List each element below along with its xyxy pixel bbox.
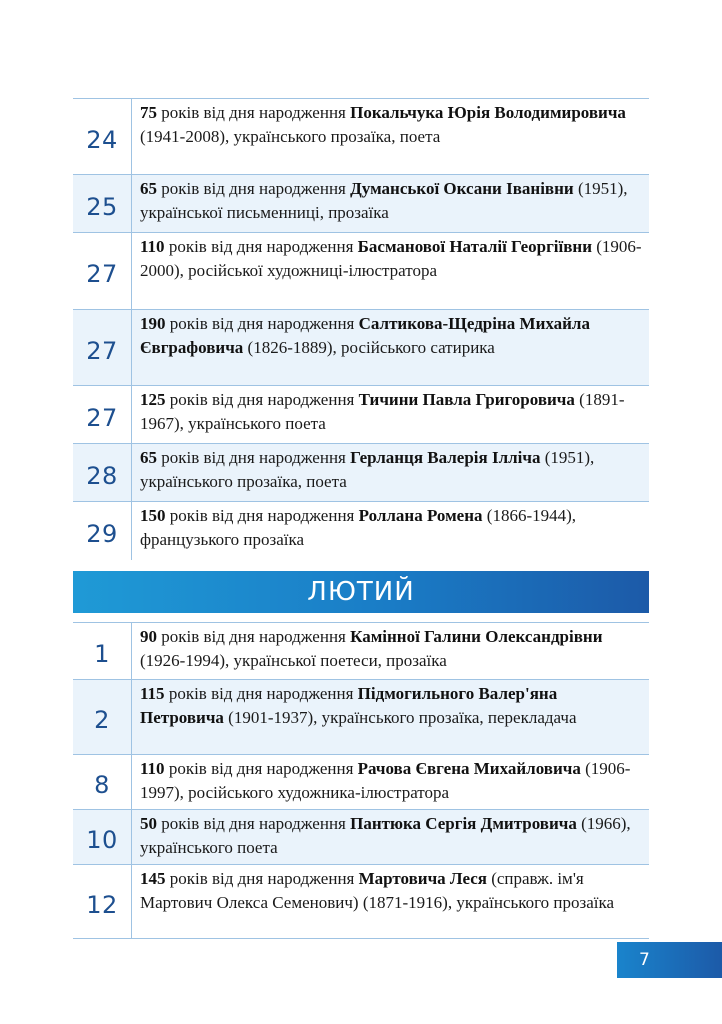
years-count: 50 [140,814,157,833]
event-details: (1906-2000), російської художниці-ілюстратора [140,237,642,280]
table-row [73,865,649,939]
table-row [73,502,649,560]
event-text [140,867,645,915]
month-banner [73,571,649,613]
day-number: 27 [86,260,118,288]
day-number: 27 [86,336,118,365]
event-text [140,812,645,860]
table-row [73,444,649,502]
event-details: (1906-1997), російського художника-ілюстратора [140,759,631,802]
person-name: Роллана Ромена [358,506,483,525]
event-text [140,177,645,225]
column-divider [131,865,132,938]
person-name: Тичини Павла Григоровича [358,390,575,409]
event-text [140,235,645,283]
event-phrase: років від дня народження [157,627,351,646]
day-number: 28 [86,461,118,490]
years-count: 115 [140,684,165,703]
page-number: 7 [639,950,650,970]
column-divider [131,810,132,864]
table-row [73,310,649,386]
day-number: 24 [86,125,118,154]
day-number: 12 [86,890,118,919]
event-text [140,504,645,552]
event-phrase: років від дня народження [157,814,351,833]
table-row [73,233,649,310]
person-name: Підмогильного Валер'яна Петровича [140,684,558,727]
person-name: Пантюка Сергія Дмитровича [350,814,577,833]
column-divider [131,755,132,809]
event-text [140,757,645,805]
event-details: (справж. ім'я Мартович Олекса Семенович) (1871-1916), українського прозаїка [140,869,615,912]
years-count: 150 [140,506,166,525]
column-divider [131,680,132,754]
table-row [73,622,649,680]
table-row [73,755,649,810]
column-divider [131,386,132,443]
event-text [140,682,645,730]
column-divider [131,233,132,309]
event-phrase: років від дня народження [165,314,359,333]
column-divider [131,310,132,385]
column-divider [131,99,132,174]
event-phrase: років від дня народження [157,448,351,467]
day-number: 27 [86,403,118,432]
years-count: 75 [140,103,157,122]
person-name: Салтикова-Щедріна Михайла Євграфовича [140,314,590,357]
years-count: 110 [140,237,165,256]
event-details: (1826-1889), російського сатирика [243,338,495,357]
event-text [140,388,645,436]
event-text [140,312,645,360]
years-count: 65 [140,448,157,467]
years-count: 90 [140,627,157,646]
table-row [73,810,649,865]
month-title: ЛЮТИЙ [307,577,415,607]
event-phrase: років від дня народження [164,237,358,256]
day-number: 8 [94,771,110,799]
column-divider [131,502,132,560]
day-number: 29 [86,520,118,548]
event-details: (1926-1994), української поетеси, прозаїка [140,651,447,670]
years-count: 65 [140,179,157,198]
event-phrase: років від дня народження [165,390,359,409]
column-divider [131,623,132,679]
event-details: (1966), українського поета [140,814,631,857]
page-number-tab [617,942,722,978]
event-details: (1951), української письменниці, прозаїка [140,179,628,222]
person-name: Камінної Галини Олександрівни [350,627,603,646]
event-details: (1901-1937), українського прозаїка, перекладача [223,708,577,727]
column-divider [131,175,132,232]
event-text [140,101,645,149]
event-text [140,625,645,673]
years-count: 145 [140,869,166,888]
day-number: 25 [86,192,118,221]
event-text [140,446,645,494]
years-count: 125 [140,390,166,409]
person-name: Покальчука Юрія Володимировича [350,103,626,122]
person-name: Басманової Наталії Георгіївни [357,237,593,256]
table-row [73,175,649,233]
years-count: 190 [140,314,166,333]
event-phrase: років від дня народження [164,684,358,703]
event-phrase: років від дня народження [165,506,359,525]
day-number: 2 [94,706,110,734]
person-name: Мартовича Леся [358,869,487,888]
years-count: 110 [140,759,165,778]
event-phrase: років від дня народження [164,759,358,778]
table-row [73,386,649,444]
table-row [73,98,649,175]
event-phrase: років від дня народження [157,179,351,198]
event-details: (1891-1967), українського поета [140,390,625,433]
table-row [73,680,649,755]
event-details: (1941-2008), українського прозаїка, поета [140,127,441,146]
event-phrase: років від дня народження [157,103,351,122]
event-details: (1866-1944), французького прозаїка [140,506,577,549]
day-number: 10 [86,826,118,854]
column-divider [131,444,132,501]
event-details: (1951), українського прозаїка, поета [140,448,595,491]
person-name: Герланця Валерія Ілліча [350,448,541,467]
event-phrase: років від дня народження [165,869,359,888]
person-name: Рачова Євгена Михайловича [357,759,581,778]
day-number: 1 [94,640,110,668]
person-name: Думанської Оксани Іванівни [350,179,574,198]
